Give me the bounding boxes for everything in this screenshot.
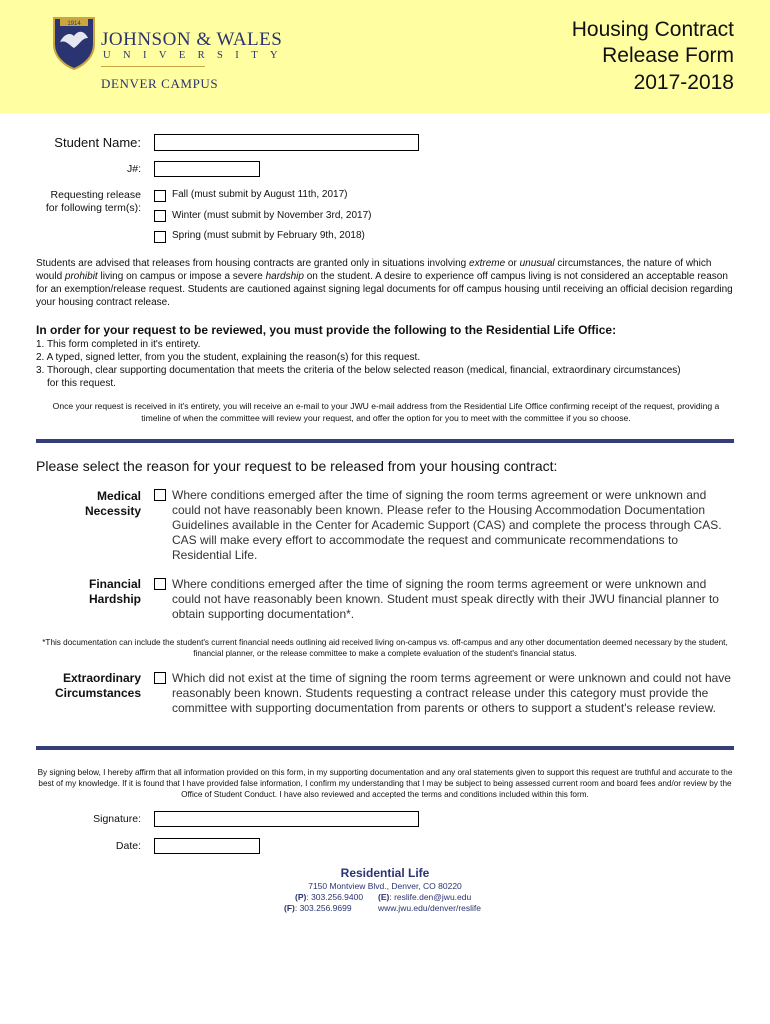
financial-hardship-description: Where conditions emerged after the time of signing the room terms agreement or were unknown and could not have reasonably been known. Student must speak directly with their JWU financial planner to obtain supporting documentation*.: [172, 577, 719, 621]
fall-term-checkbox[interactable]: [154, 190, 166, 202]
advisory-paragraph: Students are advised that releases from housing contracts are granted only in situations involving extreme or unusual circumstances, the nature of which would prohibit living on campus or impose a severe hardship on the student. A desire to experience off campus living is not considered an acceptable reason for an exemption/release request. Students are cautioned against signing legal documents for off campus housing until receiving an official decision regarding your housing contract release.: [36, 258, 733, 308]
requirement-item: 2. A typed, signed letter, from you the student, explaining the reason(s) for this request.: [36, 352, 421, 363]
medical-necessity-label: Medical Necessity: [84, 489, 141, 518]
svg-text:1914: 1914: [67, 21, 81, 27]
date-label: Date:: [115, 840, 141, 852]
medical-necessity-description: Where conditions emerged after the time of signing the room terms agreement or were unknown and could not have reasonably been known. Please refer to the Housing Accommodation Documentation Guidelines available in the Center for Academic Support (CAS) and complete the process through CAS. CAS will make every effort to accommodate the request and communicate recommendations to Residential Life.: [172, 488, 722, 562]
university-seal-icon: [52, 14, 96, 70]
medical-necessity-checkbox[interactable]: [154, 489, 166, 501]
affirmation-statement: By signing below, I hereby affirm that all information provided on this form, in my supporting documentation and any oral statements given to support this request are truthful and accurate to the best of my knowledge. If it is found that I have provided false information, I confirm my understanding that I may be subject to being assessed current room and board fees and/or review by the Office of Student Conduct. I have also reviewed and accepted the terms and conditions included within this form.: [37, 768, 733, 799]
extraordinary-circumstances-description: Which did not exist at the time of signing the room terms agreement or were unknown and could not have reasonably been known. Students requesting a contract release under this category must provide the committee with supporting documentation from parents or others to support a student's release review.: [172, 671, 731, 715]
extraordinary-circumstances-checkbox[interactable]: [154, 672, 166, 684]
header-banner: [0, 0, 770, 113]
office-website-link[interactable]: www.jwu.edu/denver/reslife: [378, 903, 481, 913]
form-title-line1: Housing Contract: [571, 18, 734, 41]
review-note: Once your request is received in it's entirety, you will receive an e-mail to your JWU e-mail address from the Residential Life Office confirming receipt of the request, providing a timeline of when the committee will review your request, and offer the option for you to meet with the committee if you so choose.: [52, 401, 720, 423]
requirement-item-continued: for this request.: [47, 378, 116, 389]
student-name-label: Student Name:: [54, 135, 141, 150]
logo-divider: [101, 66, 205, 67]
form-title-year: 2017-2018: [633, 71, 734, 94]
terms-label-line2: for following term(s):: [45, 202, 141, 214]
signature-input[interactable]: [154, 811, 419, 827]
signature-label: Signature:: [93, 813, 141, 825]
university-name: JOHNSON & WALES: [101, 29, 283, 50]
student-name-input[interactable]: [154, 134, 419, 151]
winter-term-label: Winter (must submit by November 3rd, 2017): [172, 210, 372, 221]
office-address: 7150 Montview Blvd., Denver, CO 80220: [308, 881, 462, 891]
requirement-item: 3. Thorough, clear supporting documentation that meets the criteria of the below selected reason (medical, financial, extraordinary circumstances): [36, 365, 681, 376]
terms-label-line1: Requesting release: [50, 189, 141, 201]
office-phone: (P): 303.256.9400: [295, 892, 364, 902]
requirements-heading: In order for your request to be reviewed, you must provide the following to the Residential Life Office:: [36, 323, 617, 337]
fall-term-label: Fall (must submit by August 11th, 2017): [172, 189, 348, 200]
office-email[interactable]: (E): reslife.den@jwu.edu: [378, 892, 472, 902]
winter-term-checkbox[interactable]: [154, 210, 166, 222]
reasons-heading: Please select the reason for your request to be released from your housing contract:: [36, 458, 558, 474]
financial-hardship-label: Financial Hardship: [88, 577, 141, 606]
spring-term-checkbox[interactable]: [154, 231, 166, 243]
requirement-item: 1. This form completed in it's entirety.: [36, 339, 201, 350]
university-subtitle: UNIVERSITY: [103, 50, 290, 61]
j-number-input[interactable]: [154, 161, 260, 177]
section-divider: [36, 439, 734, 443]
campus-name: DENVER CAMPUS: [101, 76, 219, 91]
extraordinary-circumstances-label: Extraordinary Circumstances: [54, 671, 141, 700]
j-number-label: J#:: [126, 163, 141, 175]
office-fax: (F): 303.256.9699: [284, 903, 352, 913]
spring-term-label: Spring (must submit by February 9th, 2018): [172, 230, 365, 241]
section-divider: [36, 746, 734, 750]
office-name: Residential Life: [340, 866, 430, 880]
date-input[interactable]: [154, 838, 260, 854]
financial-hardship-checkbox[interactable]: [154, 578, 166, 590]
form-title-line2: Release Form: [602, 44, 734, 67]
financial-footnote: *This documentation can include the student's current financial needs outlining aid received living on-campus vs. off-campus and any other documentation deemed necessary by the student, financial planner, or the release committee to make a complete evaluation of the student's financial status.: [42, 638, 728, 658]
